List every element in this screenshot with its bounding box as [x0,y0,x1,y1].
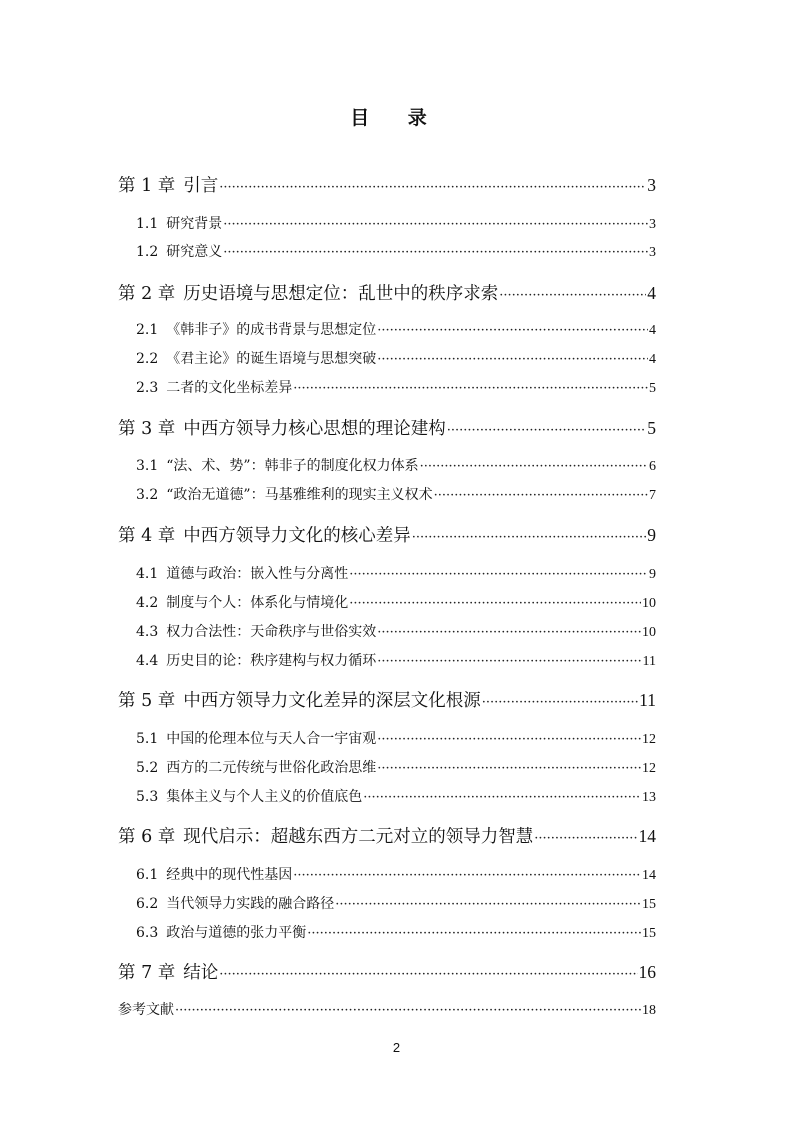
dot-leader [377,625,641,640]
section-number: 5.1 [136,731,159,747]
chapter-title: 中西方领导力文化的核心差异 [183,526,411,546]
chapter-number: 第 4 章 [118,526,176,546]
page-ref: 3 [647,175,656,195]
section-number: 2.1 [136,322,159,338]
toc-references[interactable] [118,999,656,1019]
section-title: 制度与个人：体系化与情境化 [166,595,349,611]
chapter-title: 中西方领导力文化差异的深层文化根源 [183,691,481,711]
page-ref: 3 [649,217,656,232]
chapter-title: 引言 [183,176,219,196]
chapter-title: 中西方领导力核心思想的理论建构 [183,419,446,439]
section-number: 4.1 [136,566,159,582]
page-ref: 11 [642,654,656,669]
page-ref: 12 [642,732,656,747]
dot-leader [377,654,641,669]
dot-leader [377,732,641,747]
section-title: 道德与政治：嵌入性与分离性 [166,566,349,582]
section-number: 3.1 [136,458,159,474]
dot-leader [293,868,641,883]
dot-leader [335,897,641,912]
toc-section-4-2[interactable] [118,592,656,612]
page-ref: 18 [642,1003,656,1018]
page-ref: 5 [649,381,656,396]
section-number: 5.2 [136,760,159,776]
section-title: 集体主义与个人主义的价值底色 [166,789,363,805]
dot-leader [447,423,646,438]
page-ref: 9 [649,567,656,582]
section-title: 研究背景 [166,216,223,232]
toc-section-2-2[interactable] [118,348,656,368]
page-ref: 11 [639,690,656,710]
dot-leader [223,245,648,260]
dot-leader [534,831,637,846]
section-title: 西方的二元传统与世俗化政治思维 [166,760,377,776]
toc-section-6-2[interactable] [118,893,656,913]
references-title: 参考文献 [118,1002,174,1018]
page-ref: 16 [638,962,656,982]
chapter-number: 第 1 章 [118,176,176,196]
page-ref: 14 [638,826,656,846]
page-ref: 10 [642,625,656,640]
page-ref: 15 [642,897,656,912]
page-ref: 4 [649,323,656,338]
toc-section-5-3[interactable] [118,786,656,806]
page-ref: 15 [642,926,656,941]
toc-section-2-1[interactable] [118,319,656,339]
section-title: 历史目的论：秩序建构与权力循环 [166,653,377,669]
dot-leader [219,967,637,982]
chapter-title: 历史语境与思想定位：乱世中的秩序求索 [183,284,499,304]
dot-leader [223,217,648,232]
toc-section-2-3[interactable] [118,377,656,397]
page-ref: 6 [649,459,656,474]
dot-leader [482,695,638,710]
section-title: 中国的伦理本位与天人合一宇宙观 [166,731,377,747]
page-ref: 13 [642,790,656,805]
section-number: 4.3 [136,624,159,640]
section-title: 政治与道德的张力平衡 [166,925,307,941]
section-title: 《君主论》的诞生语境与思想突破 [166,351,377,367]
section-number: 1.1 [136,216,159,232]
section-number: 2.3 [136,380,159,396]
dot-leader [499,288,646,303]
toc-section-6-1[interactable] [118,864,656,884]
page-ref: 5 [647,418,656,438]
toc-chapter-6[interactable] [118,823,656,848]
page-ref: 7 [649,488,656,503]
section-number: 4.2 [136,595,159,611]
page-ref: 14 [642,868,656,883]
toc-chapter-5[interactable] [118,687,656,712]
dot-leader [293,381,648,396]
toc-chapter-4[interactable] [118,522,656,547]
chapter-number: 第 2 章 [118,284,176,304]
page-ref: 4 [649,352,656,367]
chapter-title: 结论 [183,963,219,983]
toc-section-3-1[interactable] [118,455,656,475]
section-title: 《韩非子》的成书背景与思想定位 [166,322,377,338]
toc-section-1-1[interactable] [118,213,656,233]
section-title: 权力合法性：天命秩序与世俗实效 [166,624,377,640]
section-number: 2.2 [136,351,159,367]
section-number: 4.4 [136,653,159,669]
toc-section-1-2[interactable] [118,241,656,261]
page-ref: 12 [642,761,656,776]
section-title: 经典中的现代性基因 [166,867,293,883]
dot-leader [377,761,641,776]
page-number: 2 [392,1040,401,1055]
toc-chapter-2[interactable] [118,280,656,305]
dot-leader [377,323,648,338]
section-title: 研究意义 [166,244,223,260]
section-number: 5.3 [136,789,159,805]
dot-leader [175,1003,641,1018]
chapter-number: 第 7 章 [118,963,176,983]
dot-leader [307,926,641,941]
page-ref: 10 [642,596,656,611]
toc-chapter-3[interactable] [118,415,656,440]
page-title: 目 录 [350,107,443,129]
section-number: 6.1 [136,867,159,883]
toc-section-4-4[interactable] [118,650,656,670]
toc-section-6-3[interactable] [118,922,656,942]
dot-leader [412,530,646,545]
chapter-title: 现代启示：超越东西方二元对立的领导力智慧 [183,827,534,847]
toc-section-5-2[interactable] [118,757,656,777]
dot-leader [420,459,648,474]
toc-chapter-1[interactable] [118,172,656,197]
dot-leader [219,180,646,195]
section-title: 二者的文化坐标差异 [166,380,293,396]
section-number: 1.2 [136,244,159,260]
dot-leader [363,790,641,805]
section-title: “法、术、势”：韩非子的制度化权力体系 [166,458,419,474]
toc-chapter-7[interactable] [118,959,656,984]
dot-leader [349,567,648,582]
section-title: 当代领导力实践的融合路径 [166,896,335,912]
section-number: 6.3 [136,925,159,941]
page-ref: 9 [647,525,656,545]
toc-section-5-1[interactable] [118,728,656,748]
chapter-number: 第 6 章 [118,827,176,847]
section-title: “政治无道德”：马基雅维利的现实主义权术 [166,487,433,503]
section-number: 3.2 [136,487,159,503]
toc-section-3-2[interactable] [118,484,656,504]
toc-section-4-1[interactable] [118,563,656,583]
chapter-number: 第 5 章 [118,691,176,711]
dot-leader [349,596,641,611]
dot-leader [377,352,648,367]
dot-leader [434,488,648,503]
page-ref: 4 [647,283,656,303]
section-number: 6.2 [136,896,159,912]
toc-section-4-3[interactable] [118,621,656,641]
chapter-number: 第 3 章 [118,419,176,439]
page-ref: 3 [649,245,656,260]
